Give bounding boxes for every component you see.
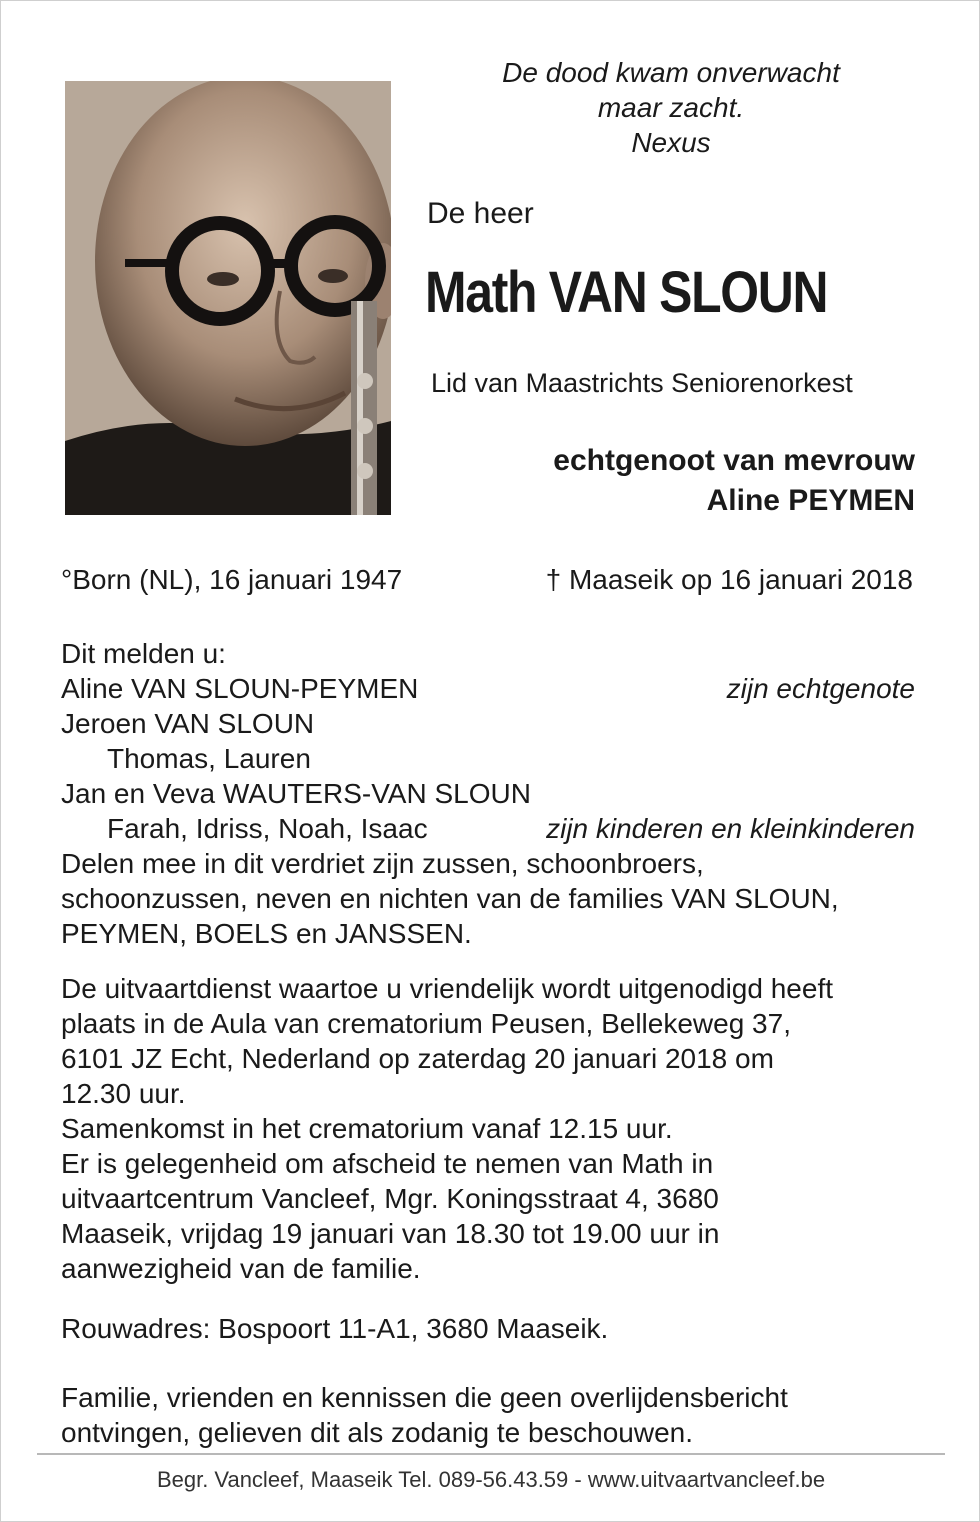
relative-name: Jan en Veva WAUTERS-VAN SLOUN [61,778,531,809]
membership-line: Lid van Maastrichts Seniorenorkest [431,368,853,398]
spouse-name: Aline PEYMEN [706,484,915,517]
list-item [61,671,921,706]
list-item [61,741,921,776]
honorific: De heer [427,197,534,230]
spouse-relation: echtgenoot van mevrouw [553,444,915,477]
notice-line: Familie, vrienden en kennissen die geen overlijdensbericht [61,1382,788,1413]
relative-name: Jeroen VAN SLOUN [61,708,315,739]
list-item [61,776,921,811]
relatives-intro: Dit melden u: [61,638,226,669]
portrait-photo [65,81,391,515]
service-line: De uitvaartdienst waartoe u vriendelijk wordt uitgenodigd heeft [61,973,834,1004]
death-date: † Maaseik op 16 januari 2018 [545,564,913,595]
relative-role: zijn kinderen en kleinkinderen [546,813,915,844]
notice-line: ontvingen, gelieven dit als zodanig te beschouwen. [61,1417,693,1448]
birth-date: °Born (NL), 16 januari 1947 [61,564,403,595]
quote-line: maar zacht. [597,92,745,123]
memorial-quote [441,55,901,160]
service-line: uitvaartcentrum Vancleef, Mgr. Koningsstraat 4, 3680 [61,1183,719,1214]
relative-role: zijn echtgenote [726,673,915,704]
service-line: aanwezigheid van de familie. [61,1253,421,1284]
relative-name: Farah, Idriss, Noah, Isaac [107,813,428,844]
family-line: PEYMEN, BOELS en JANSSEN. [61,918,472,949]
relative-name: Thomas, Lauren [107,743,311,774]
service-line: Samenkomst in het crematorium vanaf 12.15 uur. [61,1113,673,1144]
spouse-info [553,441,915,521]
quote-line: De dood kwam onverwacht [502,57,840,88]
footer-divider [37,1453,945,1455]
list-item [61,706,921,741]
mourning-address [61,1311,921,1346]
service-line: Er is gelegenheid om afscheid te nemen van Math in [61,1148,714,1179]
list-item [61,811,921,846]
relative-name: Aline VAN SLOUN-PEYMEN [61,673,419,704]
service-line: plaats in de Aula van crematorium Peusen, Bellekeweg 37, [61,1008,791,1039]
service-section [61,971,921,1286]
service-line: Maaseik, vrijdag 19 januari van 18.30 tot 19.00 uur in [61,1218,720,1249]
address-line: Rouwadres: Bospoort 11-A1, 3680 Maaseik. [61,1313,609,1344]
family-line: Delen mee in dit verdriet zijn zussen, schoonbroers, [61,848,704,879]
quote-author: Nexus [631,127,711,158]
portrait-illustration [65,81,391,515]
undertaker-footer: Begr. Vancleef, Maaseik Tel. 089-56.43.59 - www.uitvaartvancleef.be [156,1467,826,1492]
deceased-name: Math VAN SLOUN [425,260,828,325]
family-line: schoonzussen, neven en nichten van de families VAN SLOUN, [61,883,839,914]
service-line: 6101 JZ Echt, Nederland op zaterdag 20 januari 2018 om [61,1043,774,1074]
notice-section [61,1380,921,1450]
service-line: 12.30 uur. [61,1078,186,1109]
relatives-section [61,636,921,951]
